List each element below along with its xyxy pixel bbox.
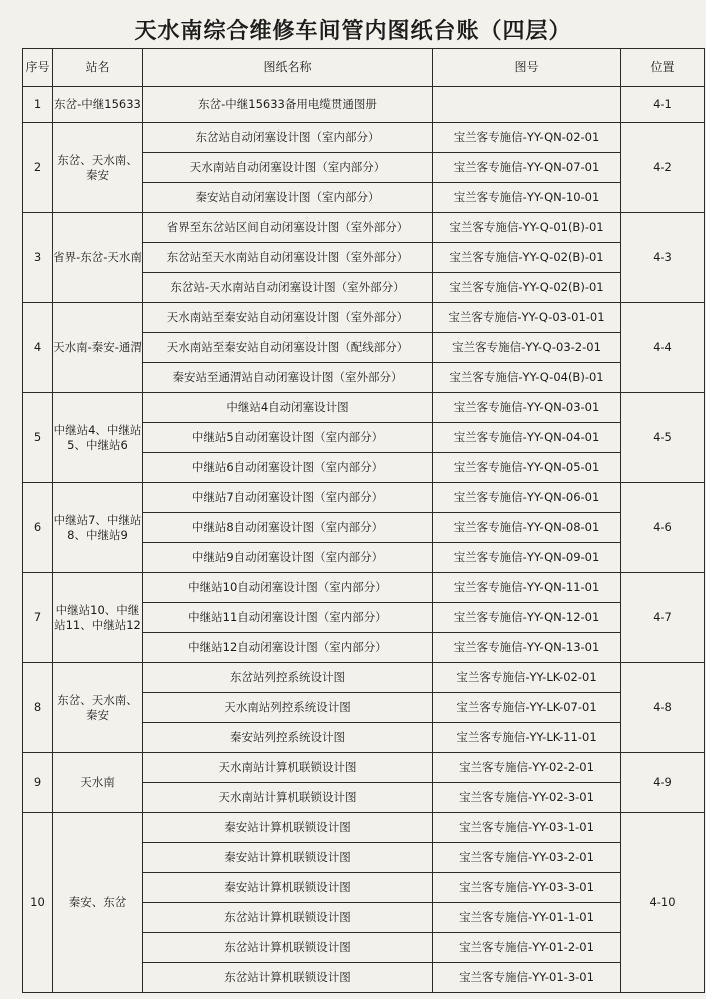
table-row xyxy=(23,573,705,603)
drawing-no-cell: 宝兰客专施信-YY-01-2-01 xyxy=(433,933,621,963)
drawing-name-cell: 秦安站计算机联锁设计图 xyxy=(143,813,433,843)
location-cell: 4-5 xyxy=(621,393,705,483)
drawing-name-cell: 中继站8自动闭塞设计图（室内部分） xyxy=(143,513,433,543)
drawing-name-cell: 东岔站计算机联锁设计图 xyxy=(143,903,433,933)
drawing-no-cell: 宝兰客专施信-YY-03-1-01 xyxy=(433,813,621,843)
table-row xyxy=(23,663,705,693)
drawing-name-cell: 天水南站列控系统设计图 xyxy=(143,693,433,723)
drawing-name-cell: 秦安站计算机联锁设计图 xyxy=(143,843,433,873)
drawing-no-cell: 宝兰客专施信-YY-03-2-01 xyxy=(433,843,621,873)
seq-cell: 8 xyxy=(23,663,53,753)
drawing-no-cell: 宝兰客专施信-YY-Q-02(B)-01 xyxy=(433,243,621,273)
drawing-no-cell: 宝兰客专施信-YY-01-1-01 xyxy=(433,903,621,933)
station-cell: 东岔-中继15633 xyxy=(53,87,143,123)
drawing-no-cell: 宝兰客专施信-YY-QN-04-01 xyxy=(433,423,621,453)
drawing-no-cell: 宝兰客专施信-YY-QN-06-01 xyxy=(433,483,621,513)
drawing-name-cell: 东岔站-天水南站自动闭塞设计图（室外部分） xyxy=(143,273,433,303)
seq-cell: 1 xyxy=(23,87,53,123)
station-cell: 天水南-秦安-通渭 xyxy=(53,303,143,393)
location-cell: 4-9 xyxy=(621,753,705,813)
drawing-no-cell: 宝兰客专施信-YY-02-3-01 xyxy=(433,783,621,813)
drawing-name-cell: 东岔站计算机联锁设计图 xyxy=(143,933,433,963)
page-title: 天水南综合维修车间管内图纸台账（四层） xyxy=(134,19,572,44)
seq-cell: 5 xyxy=(23,393,53,483)
seq-cell: 10 xyxy=(23,813,53,993)
drawing-no-cell: 宝兰客专施信-YY-Q-03-2-01 xyxy=(433,333,621,363)
location-cell: 4-6 xyxy=(621,483,705,573)
drawing-name-cell: 中继站9自动闭塞设计图（室内部分） xyxy=(143,543,433,573)
drawing-no-cell: 宝兰客专施信-YY-QN-02-01 xyxy=(433,123,621,153)
drawing-no-cell: 宝兰客专施信-YY-Q-02(B)-01 xyxy=(433,273,621,303)
station-cell: 东岔、天水南、秦安 xyxy=(53,123,143,213)
drawing-no-cell xyxy=(433,87,621,123)
location-cell: 4-8 xyxy=(621,663,705,753)
drawing-name-cell: 中继站5自动闭塞设计图（室内部分） xyxy=(143,423,433,453)
table-row xyxy=(23,87,705,123)
drawing-no-cell: 宝兰客专施信-YY-QN-03-01 xyxy=(433,393,621,423)
table-row xyxy=(23,303,705,333)
drawing-no-cell: 宝兰客专施信-YY-QN-11-01 xyxy=(433,573,621,603)
drawing-name-cell: 中继站6自动闭塞设计图（室内部分） xyxy=(143,453,433,483)
drawing-no-cell: 宝兰客专施信-YY-01-3-01 xyxy=(433,963,621,993)
drawing-no-cell: 宝兰客专施信-YY-LK-11-01 xyxy=(433,723,621,753)
table-row xyxy=(23,813,705,843)
location-cell: 4-1 xyxy=(621,87,705,123)
drawing-name-cell: 秦安站至通渭站自动闭塞设计图（室外部分） xyxy=(143,363,433,393)
station-cell: 省界-东岔-天水南 xyxy=(53,213,143,303)
drawing-no-cell: 宝兰客专施信-YY-Q-01(B)-01 xyxy=(433,213,621,243)
drawing-name-cell: 东岔-中继15633备用电缆贯通图册 xyxy=(143,87,433,123)
drawing-name-cell: 天水南站至秦安站自动闭塞设计图（室外部分） xyxy=(143,303,433,333)
station-cell: 秦安、东岔 xyxy=(53,813,143,993)
drawing-ledger-table xyxy=(22,48,705,993)
seq-cell: 9 xyxy=(23,753,53,813)
location-cell: 4-4 xyxy=(621,303,705,393)
drawing-name-cell: 秦安站计算机联锁设计图 xyxy=(143,873,433,903)
drawing-name-cell: 天水南站计算机联锁设计图 xyxy=(143,783,433,813)
location-cell: 4-3 xyxy=(621,213,705,303)
table-row xyxy=(23,483,705,513)
header-station: 站名 xyxy=(53,49,143,87)
table-body xyxy=(23,87,705,993)
station-cell: 中继站10、中继站11、中继站12 xyxy=(53,573,143,663)
station-cell: 中继站4、中继站5、中继站6 xyxy=(53,393,143,483)
table-row xyxy=(23,393,705,423)
drawing-name-cell: 中继站7自动闭塞设计图（室内部分） xyxy=(143,483,433,513)
seq-cell: 3 xyxy=(23,213,53,303)
drawing-name-cell: 中继站11自动闭塞设计图（室内部分） xyxy=(143,603,433,633)
seq-cell: 4 xyxy=(23,303,53,393)
drawing-no-cell: 宝兰客专施信-YY-QN-08-01 xyxy=(433,513,621,543)
drawing-no-cell: 宝兰客专施信-YY-03-3-01 xyxy=(433,873,621,903)
table-header-row xyxy=(23,49,705,87)
drawing-name-cell: 东岔站自动闭塞设计图（室内部分） xyxy=(143,123,433,153)
station-cell: 东岔、天水南、秦安 xyxy=(53,663,143,753)
drawing-no-cell: 宝兰客专施信-YY-QN-05-01 xyxy=(433,453,621,483)
drawing-name-cell: 省界至东岔站区间自动闭塞设计图（室外部分） xyxy=(143,213,433,243)
drawing-name-cell: 中继站12自动闭塞设计图（室内部分） xyxy=(143,633,433,663)
header-drawing-name: 图纸名称 xyxy=(143,49,433,87)
drawing-no-cell: 宝兰客专施信-YY-QN-09-01 xyxy=(433,543,621,573)
drawing-name-cell: 秦安站自动闭塞设计图（室内部分） xyxy=(143,183,433,213)
drawing-name-cell: 天水南站自动闭塞设计图（室内部分） xyxy=(143,153,433,183)
header-seq: 序号 xyxy=(23,49,53,87)
seq-cell: 7 xyxy=(23,573,53,663)
table-row xyxy=(23,753,705,783)
drawing-no-cell: 宝兰客专施信-YY-QN-12-01 xyxy=(433,603,621,633)
drawing-name-cell: 天水南站至秦安站自动闭塞设计图（配线部分） xyxy=(143,333,433,363)
location-cell: 4-7 xyxy=(621,573,705,663)
drawing-name-cell: 中继站10自动闭塞设计图（室内部分） xyxy=(143,573,433,603)
header-drawing-no: 图号 xyxy=(433,49,621,87)
table-row xyxy=(23,123,705,153)
drawing-no-cell: 宝兰客专施信-YY-LK-07-01 xyxy=(433,693,621,723)
location-cell: 4-10 xyxy=(621,813,705,993)
station-cell: 中继站7、中继站8、中继站9 xyxy=(53,483,143,573)
header-location: 位置 xyxy=(621,49,705,87)
station-cell: 天水南 xyxy=(53,753,143,813)
drawing-name-cell: 东岔站计算机联锁设计图 xyxy=(143,963,433,993)
drawing-name-cell: 东岔站至天水南站自动闭塞设计图（室外部分） xyxy=(143,243,433,273)
drawing-no-cell: 宝兰客专施信-YY-Q-03-01-01 xyxy=(433,303,621,333)
table-row xyxy=(23,213,705,243)
drawing-name-cell: 东岔站列控系统设计图 xyxy=(143,663,433,693)
drawing-name-cell: 天水南站计算机联锁设计图 xyxy=(143,753,433,783)
drawing-no-cell: 宝兰客专施信-YY-02-2-01 xyxy=(433,753,621,783)
drawing-name-cell: 中继站4自动闭塞设计图 xyxy=(143,393,433,423)
drawing-no-cell: 宝兰客专施信-YY-QN-07-01 xyxy=(433,153,621,183)
location-cell: 4-2 xyxy=(621,123,705,213)
drawing-no-cell: 宝兰客专施信-YY-Q-04(B)-01 xyxy=(433,363,621,393)
seq-cell: 6 xyxy=(23,483,53,573)
drawing-name-cell: 秦安站列控系统设计图 xyxy=(143,723,433,753)
drawing-no-cell: 宝兰客专施信-YY-LK-02-01 xyxy=(433,663,621,693)
drawing-no-cell: 宝兰客专施信-YY-QN-13-01 xyxy=(433,633,621,663)
drawing-no-cell: 宝兰客专施信-YY-QN-10-01 xyxy=(433,183,621,213)
seq-cell: 2 xyxy=(23,123,53,213)
